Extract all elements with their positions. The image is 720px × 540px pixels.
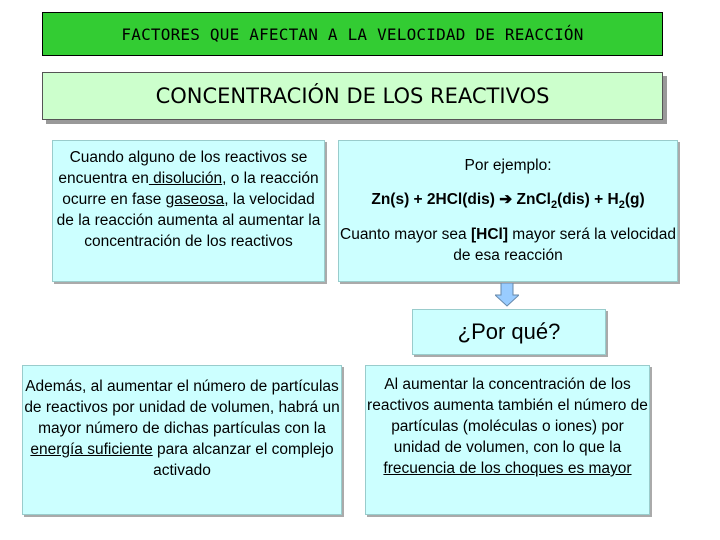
energy-explanation-box [22,365,342,515]
example-conclusion [339,224,677,266]
main-title [42,12,663,56]
example-text-1: Cuanto mayor sea [340,226,471,244]
collision-explanation-box [365,365,650,515]
example-text-2: mayor será la velocidad de esa reacción [453,226,676,265]
why-question-text: ¿Por qué? [457,319,561,344]
bottom-left-text-2: para alcanzar el complejo activado [152,441,334,479]
example-box [338,140,678,282]
equation-reactants: Zn(s) + 2HCl(dis) [371,191,500,208]
equation-product-2: (dis) + H [557,191,619,208]
concentration-explanation-box [52,140,325,282]
section-title [42,72,663,120]
reaction-arrow-icon: ➔ [499,191,513,208]
bottom-left-underlined-energy: energía suficiente [30,441,153,458]
main-title-text: FACTORES QUE AFECTAN A LA VELOCIDAD DE REACCIÓN [121,24,584,44]
example-bold-hcl: [HCl] [470,226,508,244]
why-question-box [412,309,606,355]
section-title-text: CONCENTRACIÓN DE LOS REACTIVOS [155,84,550,108]
chemical-equation [339,190,677,211]
left-text-3: , la velocidad de la reacción aumenta al aumentar la concentración de los reactivos [56,191,321,250]
equation-end: (g) [624,191,645,208]
left-text-2: , o la reacción ocurre en fase [62,170,319,208]
down-arrow-icon [495,283,519,307]
equation-product-1: ZnCl [512,191,551,208]
left-text-1: Cuando alguno de los reactivos se encuentra en [58,149,308,187]
example-intro: Por ejemplo: [464,157,552,174]
bottom-left-text-1: Además, al aumentar el número de partículas de reactivos por unidad de volumen, habrá un mayor número de dichas partículas con la [24,378,340,437]
equation-subscript-1: 2 [551,199,558,212]
left-underlined-dissolution: disolución [148,170,223,187]
left-underlined-gaseous: gaseosa [165,191,225,208]
equation-subscript-2: 2 [618,199,625,212]
bottom-right-text-1: Al aumentar la concentración de los reactivos aumenta también el número de partículas (moléculas o iones) por unidad de volumen, con lo que la [367,376,648,456]
bottom-right-underlined-collisions: frecuencia de los choques es mayor [383,460,632,477]
